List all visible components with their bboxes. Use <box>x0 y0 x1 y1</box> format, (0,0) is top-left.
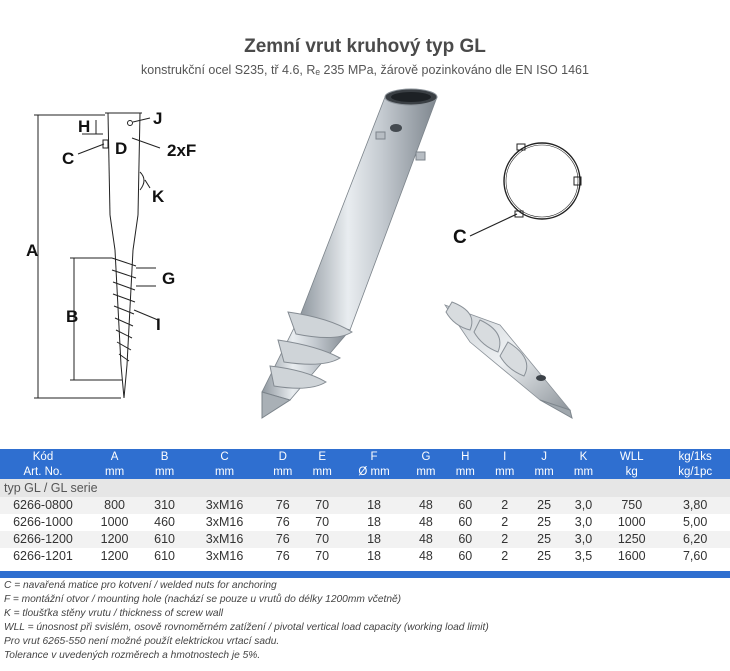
col-unit: mm <box>263 464 302 479</box>
table-cell: 800 <box>86 497 143 514</box>
table-cell: 70 <box>303 497 342 514</box>
label-f: 2xF <box>167 141 197 160</box>
footnote: C = navařená matice pro kotvení / welded nuts for anchoring <box>4 580 277 591</box>
table-cell: 610 <box>143 531 186 548</box>
table-cell: 1600 <box>603 548 660 565</box>
dimension-drawing <box>34 113 160 398</box>
table-cell: 25 <box>524 497 563 514</box>
table-cell: 3xM16 <box>186 531 263 548</box>
col-unit: Ø mm <box>342 464 406 479</box>
table-cell: 60 <box>446 531 485 548</box>
table-cell: 70 <box>303 531 342 548</box>
table-cell: 1250 <box>603 531 660 548</box>
col-header: K <box>564 449 603 464</box>
table-section-row <box>0 479 730 497</box>
cell-code: 6266-1200 <box>0 531 86 548</box>
table-cell: 48 <box>406 548 445 565</box>
col-header: B <box>143 449 186 464</box>
table-cell: 48 <box>406 497 445 514</box>
table-cell: 18 <box>342 497 406 514</box>
table-cell: 310 <box>143 497 186 514</box>
table-cell: 18 <box>342 531 406 548</box>
table-row <box>0 514 730 531</box>
section-label: typ GL / GL serie <box>0 479 730 497</box>
label-g: G <box>162 269 176 288</box>
table-cell: 2 <box>485 497 524 514</box>
table-cell: 60 <box>446 548 485 565</box>
label-c-section: C <box>453 227 467 248</box>
specification-table <box>0 449 730 565</box>
col-unit: mm <box>564 464 603 479</box>
footnotes <box>4 579 726 663</box>
col-header: kg/1ks <box>660 449 730 464</box>
table-cell: 1200 <box>86 531 143 548</box>
table-footer-bar <box>0 571 730 578</box>
screw-tip-detail <box>445 302 572 418</box>
table-cell: 7,60 <box>660 548 730 565</box>
table-cell: 70 <box>303 514 342 531</box>
cell-code: 6266-0800 <box>0 497 86 514</box>
label-c: C <box>62 149 75 168</box>
label-h: H <box>78 117 91 136</box>
footnote: F = montážní otvor / mounting hole (nachází se pouze u vrutů do délky 1200mm včetně) <box>4 594 402 605</box>
col-header: C <box>186 449 263 464</box>
table-cell: 48 <box>406 514 445 531</box>
table-cell: 3,80 <box>660 497 730 514</box>
table-unit-row <box>0 464 730 479</box>
col-header: D <box>263 449 302 464</box>
footnote: Pro vrut 6265-550 není možné použít elektrickou vrtací sadu. <box>4 636 280 647</box>
table-cell: 3xM16 <box>186 548 263 565</box>
table-cell: 25 <box>524 548 563 565</box>
col-header: G <box>406 449 445 464</box>
table-cell: 460 <box>143 514 186 531</box>
col-header: Kód <box>0 449 86 464</box>
col-unit: kg <box>603 464 660 479</box>
footnote: K = tloušťka stěny vrutu / thickness of screw wall <box>4 608 224 619</box>
col-header: I <box>485 449 524 464</box>
table-cell: 76 <box>263 531 302 548</box>
table-cell: 76 <box>263 497 302 514</box>
table-cell: 3xM16 <box>186 514 263 531</box>
table-cell: 6,20 <box>660 531 730 548</box>
label-j: J <box>153 109 163 128</box>
col-header: A <box>86 449 143 464</box>
col-unit: kg/1pc <box>660 464 730 479</box>
table-cell: 1000 <box>603 514 660 531</box>
col-unit: mm <box>524 464 563 479</box>
table-cell: 3,0 <box>564 497 603 514</box>
col-unit: mm <box>86 464 143 479</box>
product-subtitle: konstrukční ocel S235, tř 4.6, Rₑ 235 MPa, žárově pozinkováno dle EN ISO 1461 <box>141 63 589 77</box>
table-cell: 48 <box>406 531 445 548</box>
cross-section-drawing <box>470 143 581 236</box>
table-cell: 76 <box>263 548 302 565</box>
table-header-row <box>0 449 730 464</box>
col-unit: Art. No. <box>0 464 86 479</box>
table-cell: 3xM16 <box>186 497 263 514</box>
col-header: E <box>303 449 342 464</box>
col-unit: mm <box>303 464 342 479</box>
cell-code: 6266-1000 <box>0 514 86 531</box>
col-header: F <box>342 449 406 464</box>
table-cell: 3,5 <box>564 548 603 565</box>
col-unit: mm <box>485 464 524 479</box>
table-cell: 2 <box>485 548 524 565</box>
table-cell: 3,0 <box>564 531 603 548</box>
col-header: WLL <box>603 449 660 464</box>
label-i: I <box>156 315 161 334</box>
label-d: D <box>115 139 128 158</box>
col-header: H <box>446 449 485 464</box>
label-k: K <box>152 187 165 206</box>
table-cell: 750 <box>603 497 660 514</box>
table-cell: 18 <box>342 548 406 565</box>
table-cell: 25 <box>524 514 563 531</box>
table-row <box>0 497 730 514</box>
table-cell: 5,00 <box>660 514 730 531</box>
table-row <box>0 548 730 565</box>
ground-screw-illustration <box>262 89 437 418</box>
table-cell: 60 <box>446 514 485 531</box>
col-unit: mm <box>446 464 485 479</box>
table-cell: 610 <box>143 548 186 565</box>
table-cell: 76 <box>263 514 302 531</box>
product-title: Zemní vrut kruhový typ GL <box>244 36 486 57</box>
table-cell: 3,0 <box>564 514 603 531</box>
footnote: Tolerance v uvedených rozměrech a hmotnostech je 5%. <box>4 650 261 661</box>
cell-code: 6266-1201 <box>0 548 86 565</box>
table-cell: 60 <box>446 497 485 514</box>
table-cell: 70 <box>303 548 342 565</box>
col-header: J <box>524 449 563 464</box>
table-cell: 2 <box>485 531 524 548</box>
technical-drawings <box>0 80 730 450</box>
table-cell: 1200 <box>86 548 143 565</box>
label-b: B <box>66 307 79 326</box>
table-cell: 1000 <box>86 514 143 531</box>
table-cell: 18 <box>342 514 406 531</box>
col-unit: mm <box>143 464 186 479</box>
table-row <box>0 531 730 548</box>
footnote: WLL = únosnost při svislém, osově rovnoměrném zatížení / pivotal vertical load capacity (working load limit) <box>4 622 489 633</box>
table-cell: 2 <box>485 514 524 531</box>
col-unit: mm <box>406 464 445 479</box>
label-a: A <box>26 241 39 260</box>
table-cell: 25 <box>524 531 563 548</box>
col-unit: mm <box>186 464 263 479</box>
